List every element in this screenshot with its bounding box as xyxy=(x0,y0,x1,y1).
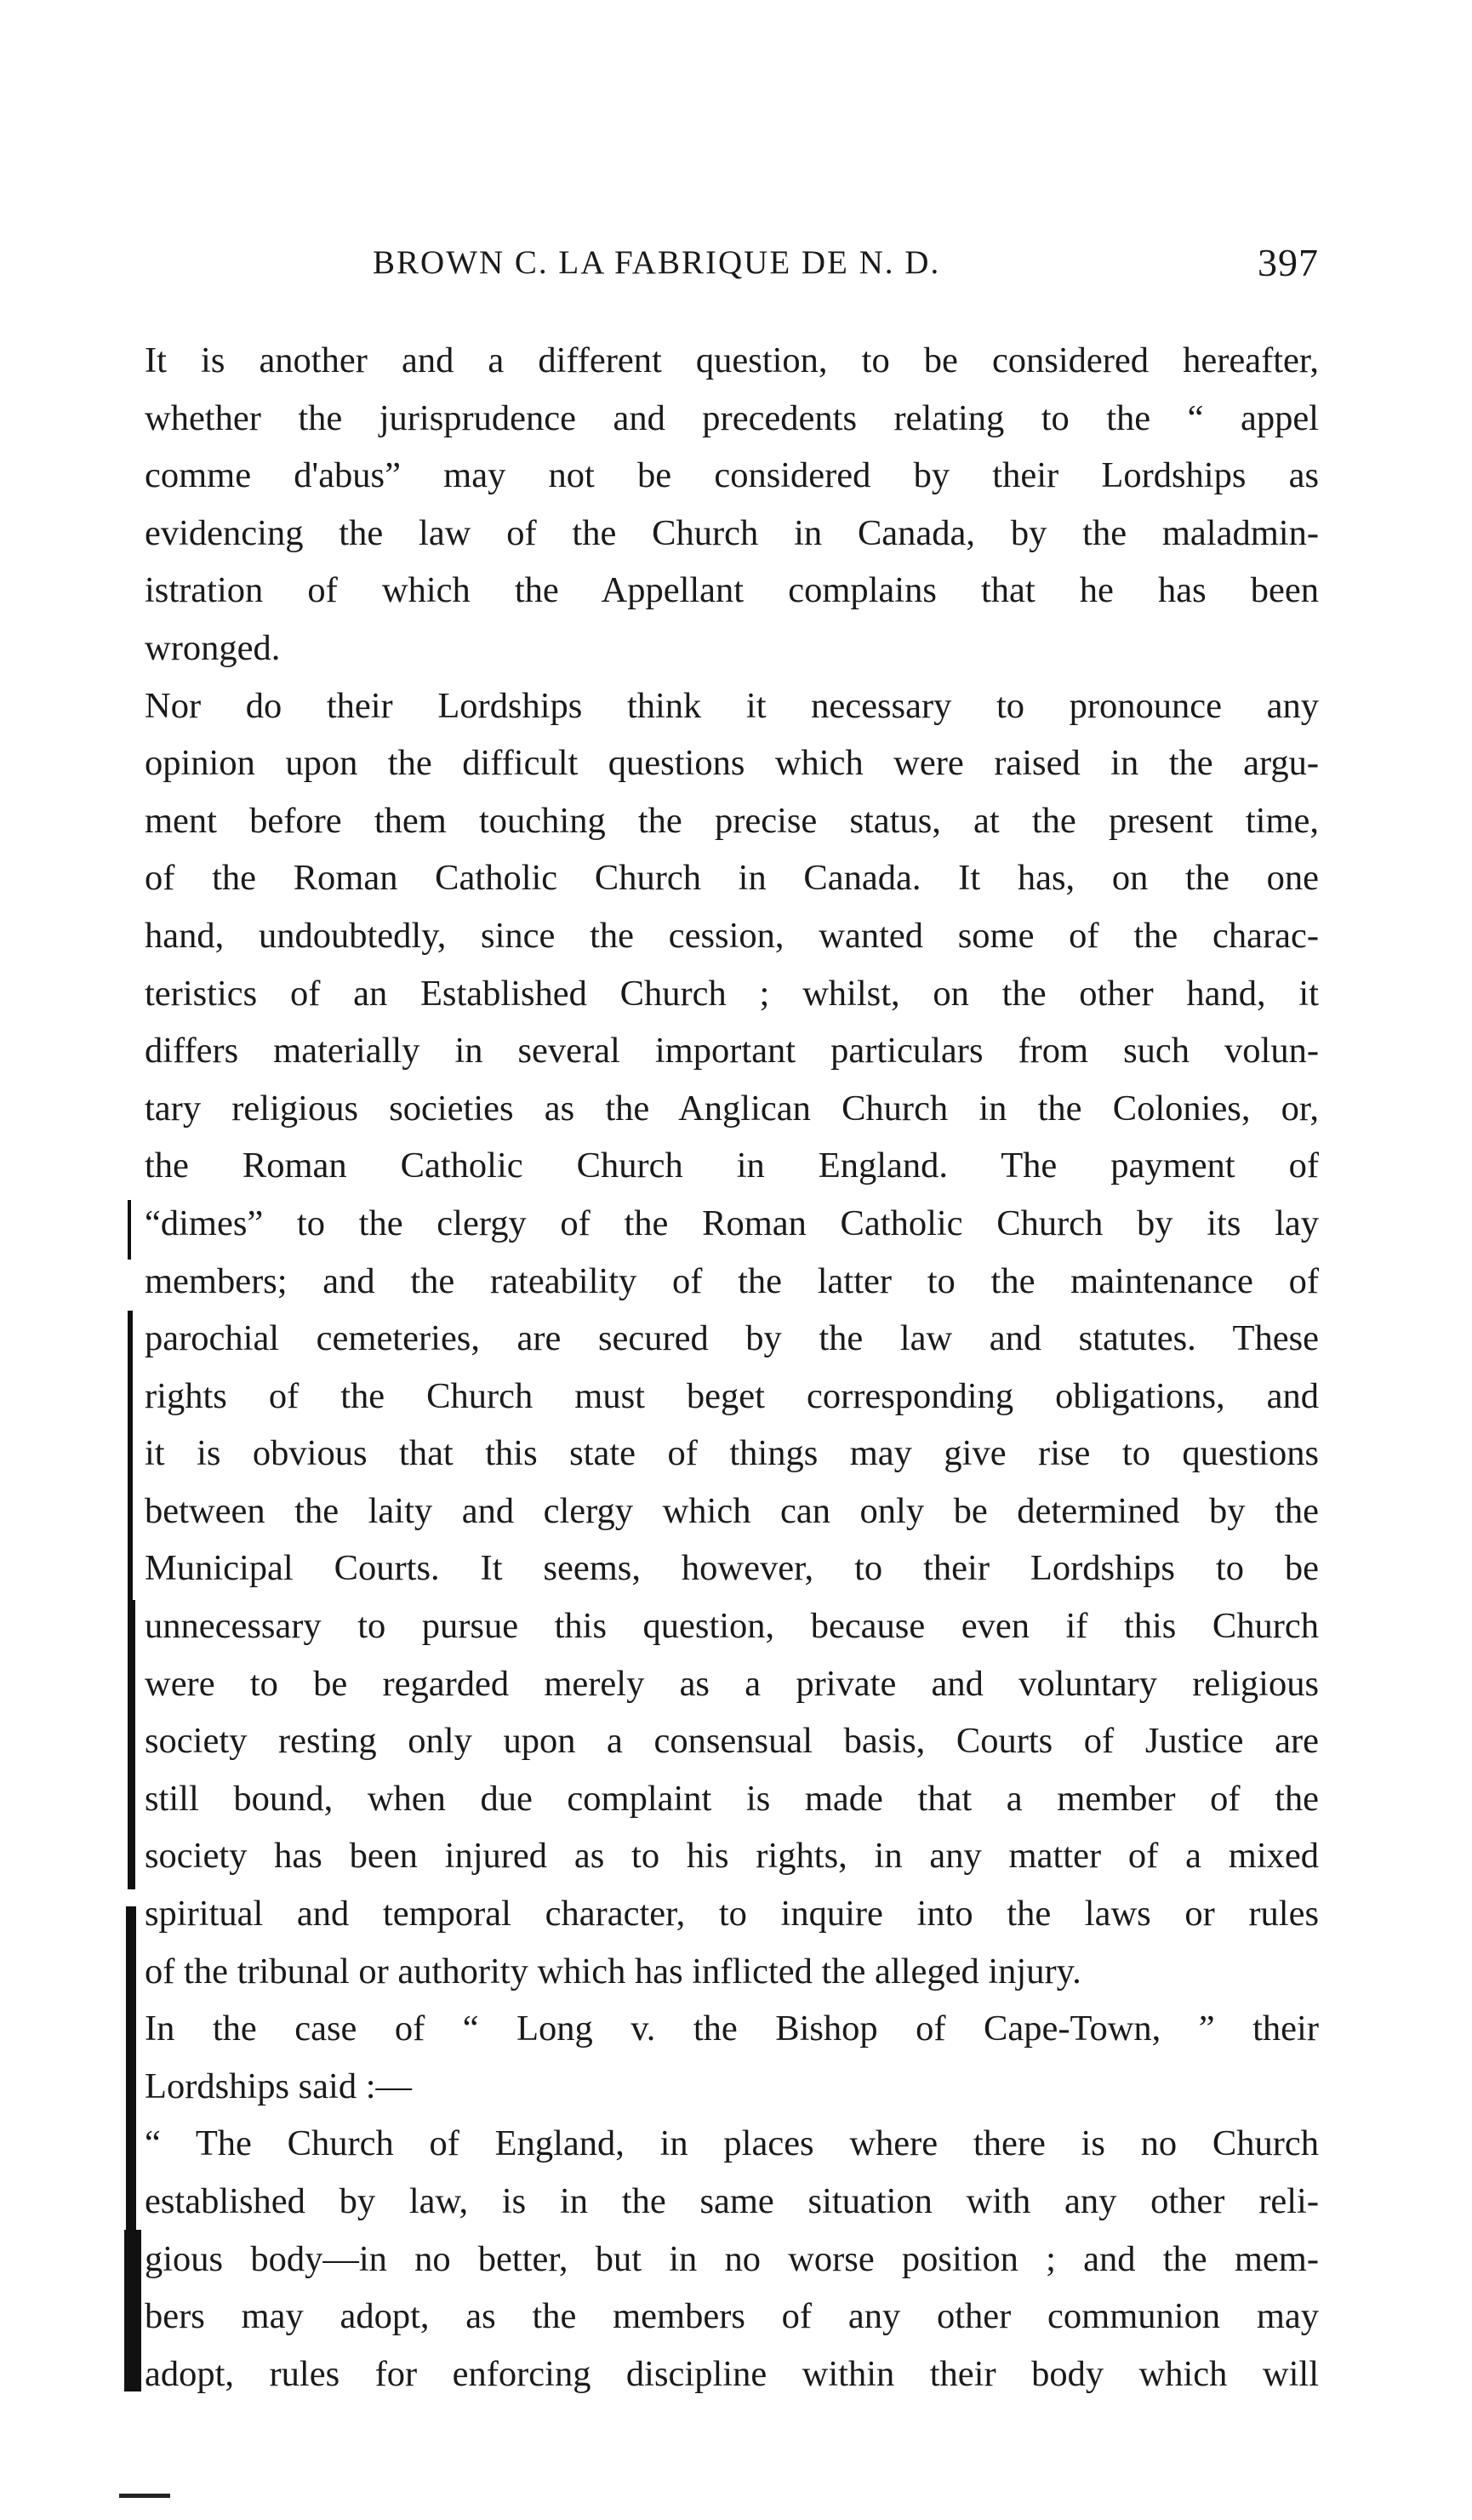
text-line: unnecessary to pursue this question, because even if this Church xyxy=(145,1606,1319,1647)
text-line: between the laity and clergy which can only be determined by the xyxy=(145,1490,1319,1531)
text-line: Municipal Courts. It seems, however, to their Lordships to be xyxy=(145,1548,1319,1589)
text-line: Lordships said :— xyxy=(145,2066,413,2106)
text-line: were to be regarded merely as a private and voluntary religious xyxy=(145,1663,1319,1704)
scan-margin-shadow xyxy=(126,1906,136,2230)
text-line: bers may adopt, as the members of any other communion may xyxy=(145,2296,1319,2337)
text-line: differs materially in several important particulars from such volun- xyxy=(145,1031,1319,1071)
running-title: BROWN C. LA FABRIQUE DE N. D. xyxy=(373,244,941,281)
scan-margin-shadow xyxy=(128,1600,135,1889)
text-line: wronged. xyxy=(145,627,281,668)
text-line: hand, undoubtedly, since the cession, wanted some of the charac- xyxy=(145,915,1319,956)
text-line: of the Roman Catholic Church in Canada. It has, on the one xyxy=(145,858,1319,899)
scan-margin-shadow xyxy=(124,2230,141,2391)
bottom-rule xyxy=(119,2494,170,2498)
text-line: still bound, when due complaint is made that a member of the xyxy=(145,1778,1319,1819)
text-line: parochial cemeteries, are secured by the law and statutes. These xyxy=(145,1318,1319,1359)
text-line: comme d'abus” may not be considered by their Lordships as xyxy=(145,455,1319,496)
text-line: spiritual and temporal character, to inquire into the laws or rules xyxy=(145,1894,1319,1934)
text-line: istration of which the Appellant complains that he has been xyxy=(145,570,1319,611)
paragraph-2 xyxy=(145,677,1319,2001)
text-line: the Roman Catholic Church in England. The payment of xyxy=(145,1146,1319,1186)
text-line: opinion upon the difficult questions which were raised in the argu- xyxy=(145,743,1319,784)
text-line: In the case of “ Long v. the Bishop of Cape-Town, ” their xyxy=(145,2009,1319,2049)
page-number: 397 xyxy=(1258,241,1319,284)
running-head xyxy=(373,243,1319,294)
text-line: whether the jurisprudence and precedents relating to the “ appel xyxy=(145,397,1319,438)
text-line: adopt, rules for enforcing discipline within their body which will xyxy=(145,2353,1319,2394)
text-line: rights of the Church must beget corresponding obligations, and xyxy=(145,1375,1319,1416)
text-line: “dimes” to the clergy of the Roman Catholic Church by its lay xyxy=(145,1203,1319,1243)
text-line: society resting only upon a consensual basis, Courts of Justice are xyxy=(145,1721,1319,1762)
scan-margin-shadow xyxy=(128,1200,131,1260)
text-line: tary religious societies as the Anglican Church in the Colonies, or, xyxy=(145,1088,1319,1129)
text-line: established by law, is in the same situation with any other reli- xyxy=(145,2181,1319,2221)
text-line: gious body—in no better, but in no worse position ; and the mem- xyxy=(145,2238,1319,2279)
body-text xyxy=(145,332,1319,2403)
text-line: It is another and a different question, to be considered hereafter, xyxy=(145,340,1319,380)
text-line: evidencing the law of the Church in Canada, by the maladmin- xyxy=(145,512,1319,553)
paragraph-3 xyxy=(145,2000,1319,2115)
paragraph-1 xyxy=(145,332,1319,677)
text-line: society has been injured as to his rights, in any matter of a mixed xyxy=(145,1836,1319,1877)
text-line: “ The Church of England, in places where there is no Church xyxy=(145,2123,1319,2164)
text-line: of the tribunal or authority which has inflicted the alleged injury. xyxy=(145,1951,1081,1991)
text-line: members; and the rateability of the latter to the maintenance of xyxy=(145,1260,1319,1301)
text-line: ment before them touching the precise status, at the present time, xyxy=(145,800,1319,841)
text-line: Nor do their Lordships think it necessary to pronounce any xyxy=(145,685,1319,726)
text-line: teristics of an Established Church ; whilst, on the other hand, it xyxy=(145,973,1319,1014)
text-line: it is obvious that this state of things may give rise to questions xyxy=(145,1433,1319,1474)
scan-margin-shadow xyxy=(128,1311,133,1600)
paragraph-4-quotation xyxy=(145,2115,1319,2403)
